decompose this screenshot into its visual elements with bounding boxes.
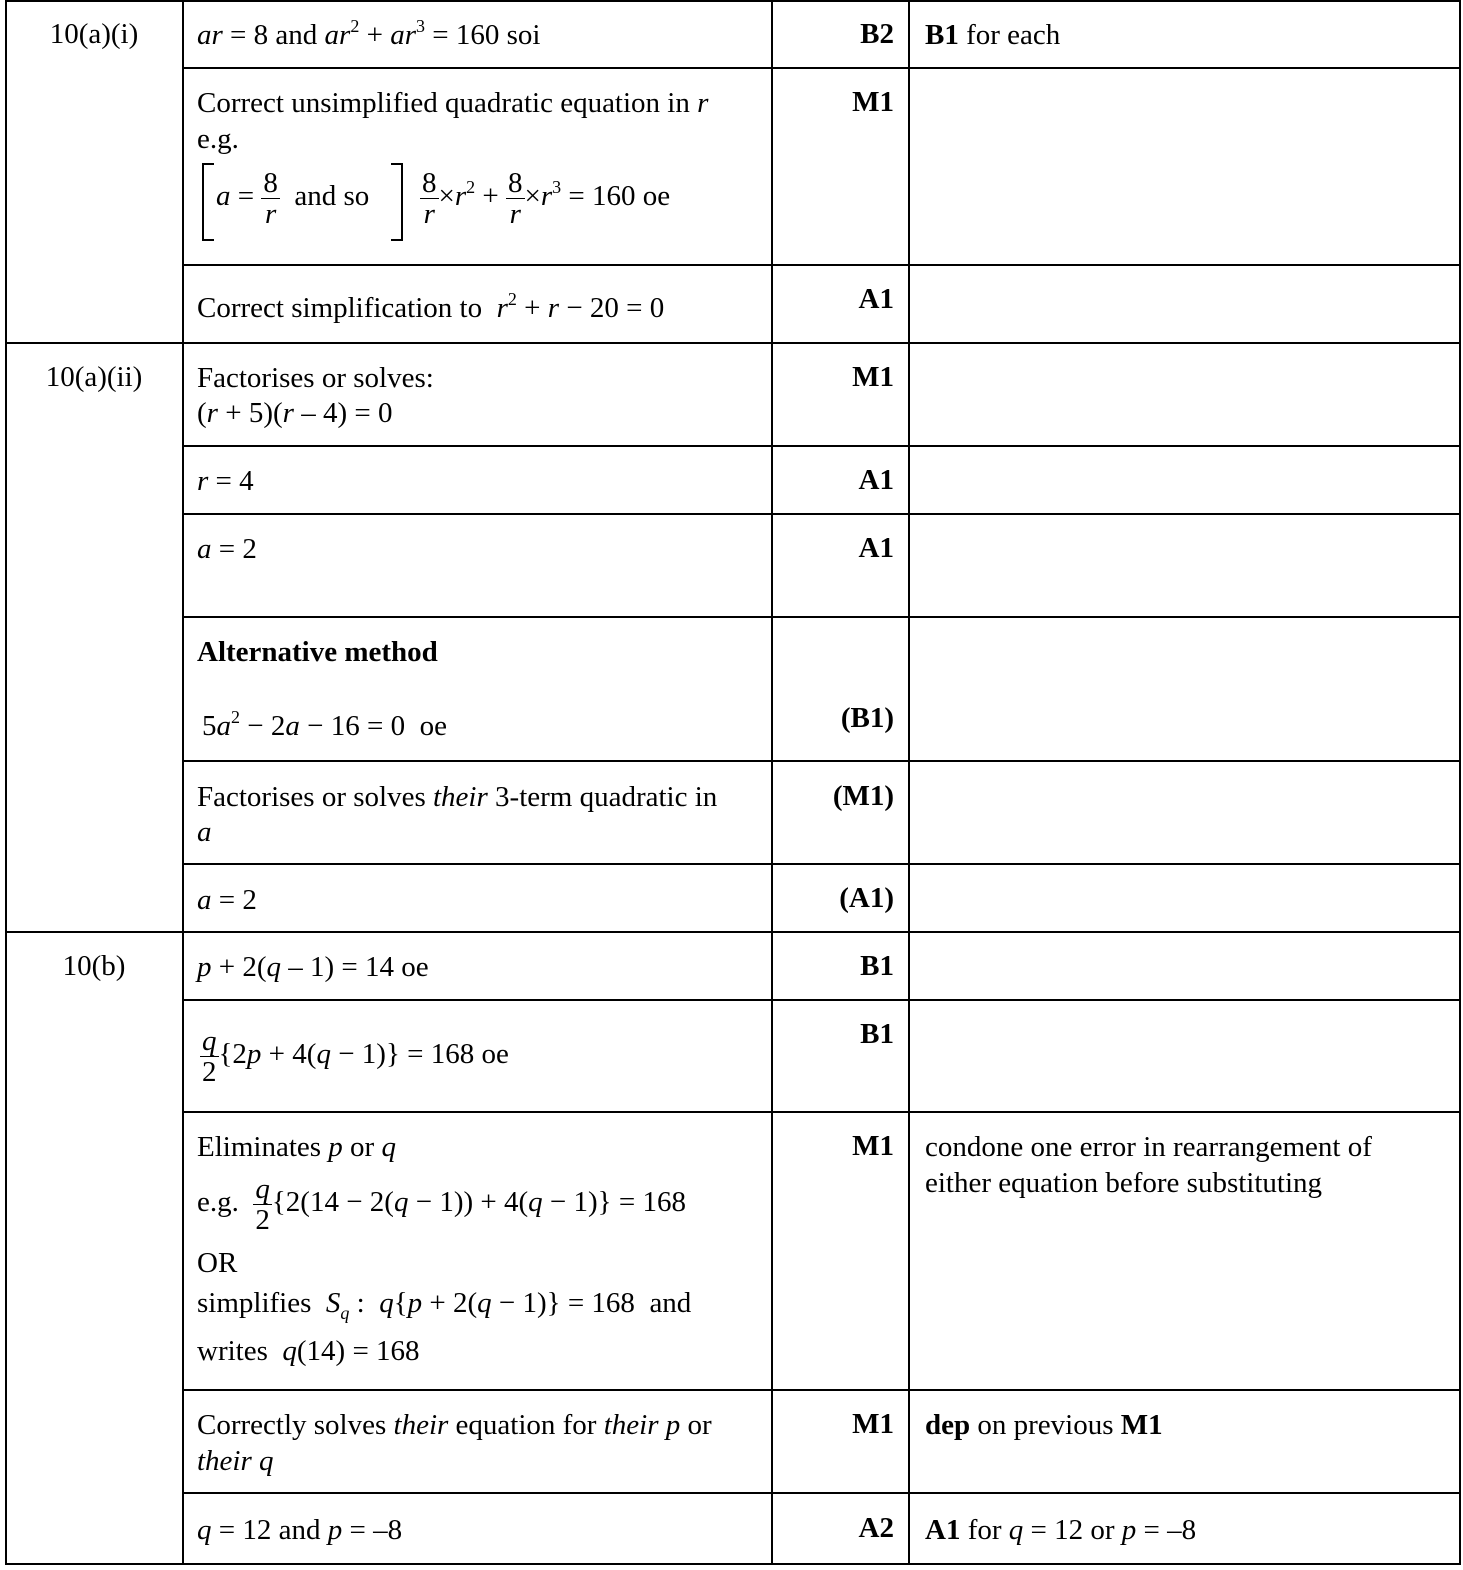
left-bracket	[202, 163, 214, 241]
alternative-method-heading: Alternative method	[197, 636, 438, 668]
mark-code: A2	[858, 1512, 894, 1544]
answer-text: writes q(14) = 168	[197, 1335, 420, 1367]
right-bracket	[391, 163, 403, 241]
eg-label: e.g.	[197, 1186, 239, 1219]
mark-code: A1	[858, 464, 894, 496]
answer-text: $5a^2 - 2a - 16 = 0$ oe	[202, 707, 447, 742]
column-divider	[182, 0, 184, 1565]
fraction: $\frac{8}{r}$	[422, 167, 437, 230]
row-divider	[183, 445, 1461, 447]
guidance-text: A1 for q = 12 or p = –8	[925, 1514, 1197, 1546]
mark-code: B2	[860, 18, 894, 50]
column-divider	[771, 0, 773, 1565]
table-border-right	[1459, 0, 1461, 1565]
question-label: 10(b)	[62, 950, 126, 982]
quadratic-equation: $\frac{8}{r}$ $\times r^2$ + $\frac{8}{r}$ $\times r^3 = 160$ oe	[422, 167, 671, 230]
guidance-bold: A1	[925, 1514, 961, 1546]
question-label: 10(a)(ii)	[45, 361, 143, 393]
quadratic-equation: a = $\frac{8}{r}$ and so	[216, 167, 370, 230]
answer-text: Correct unsimplified quadratic equation in r	[197, 87, 709, 119]
answer-fragment-italic: their	[433, 781, 488, 813]
answer-fragment: or	[350, 1131, 375, 1163]
row-divider	[183, 999, 1461, 1001]
row-divider	[183, 1111, 1461, 1113]
answer-fragment-italic: their p	[603, 1409, 681, 1441]
answer-fragment: Factorises or solves	[197, 781, 433, 813]
mark-code: (B1)	[840, 702, 894, 734]
answer-text: a = 2	[197, 533, 257, 565]
answer-fragment: simplifies	[197, 1287, 312, 1319]
mark-code: B1	[860, 950, 894, 982]
answer-text	[197, 1407, 712, 1443]
answer-text: p + 2(q – 1) = 14 oe	[197, 951, 429, 983]
answer-text: q = 12 and p = –8	[197, 1514, 403, 1546]
guidance-text	[925, 17, 1060, 53]
mark-code: (A1)	[839, 882, 894, 914]
answer-text: Eliminates p or q	[197, 1131, 396, 1163]
answer-fragment-italic: their q	[197, 1445, 274, 1477]
oe-label: oe	[481, 1038, 509, 1071]
guidance-rest: for each	[958, 19, 1061, 51]
guidance-text: condone one error in rearrangement of	[925, 1131, 1372, 1163]
answer-text	[197, 779, 717, 815]
question-divider	[5, 342, 1461, 344]
oe-label: oe	[642, 180, 671, 213]
substitution-equation: e.g. $\frac{q}{2}$ {2(14 − 2(q − 1)) + 4(q − 1)} = 168	[197, 1173, 686, 1236]
answer-fragment: Correctly solves	[197, 1409, 394, 1441]
sum-equation: $\frac{q}{2}$ {2p + 4(q − 1)} = 168 oe	[202, 1025, 509, 1088]
answer-fragment: or	[680, 1409, 712, 1441]
answer-text: OR	[197, 1247, 238, 1279]
answer-text: a = 2	[197, 884, 257, 916]
fraction: $\frac{q}{2}$	[255, 1173, 270, 1236]
row-divider	[183, 513, 1461, 515]
guidance-bold: M1	[1120, 1409, 1163, 1441]
answer-line: Correct unsimplified quadratic equation in	[197, 87, 690, 119]
table-border-bottom	[5, 1563, 1461, 1565]
answer-text: simplifies $S_q$ : q{p + 2(q − 1)} = 168 and	[197, 1287, 692, 1323]
table-border-top	[5, 0, 1461, 2]
answer-fragment: equation for	[448, 1409, 604, 1441]
soi-label: soi	[506, 19, 541, 51]
row-divider	[183, 1492, 1461, 1494]
mark-code: A1	[858, 283, 894, 315]
mark-code: M1	[852, 86, 894, 118]
answer-text: r = 4	[197, 465, 254, 497]
guidance-rest: on previous	[970, 1409, 1121, 1441]
answer-fragment: 3-term quadratic in	[487, 781, 718, 813]
answer-fragment: and	[649, 1287, 692, 1319]
row-divider	[183, 67, 1461, 69]
answer-fragment-italic: their	[393, 1409, 449, 1441]
answer-text	[197, 814, 212, 850]
column-divider	[908, 0, 910, 1565]
answer-line: Correct simplification to	[197, 292, 483, 324]
row-divider	[183, 264, 1461, 266]
answer-text: ar = 8 and $ar^2 + ar^3 = 160$ soi	[197, 16, 541, 51]
question-label: 10(a)(i)	[49, 18, 139, 50]
row-divider	[183, 616, 1461, 618]
row-divider	[183, 863, 1461, 865]
row-divider	[183, 760, 1461, 762]
mark-code: M1	[852, 361, 894, 393]
question-divider	[5, 931, 1461, 933]
answer-text: Correct simplification to $r^2 + r - 20 = 0$	[197, 289, 665, 324]
answer-text	[197, 1443, 274, 1479]
mark-code: A1	[858, 532, 894, 564]
row-divider	[183, 1389, 1461, 1391]
answer-fragment-italic: a	[197, 816, 212, 848]
fraction: $\frac{8}{r}$	[508, 167, 523, 230]
mark-code: (M1)	[832, 780, 894, 812]
oe-label: oe	[419, 710, 447, 742]
answer-text: e.g.	[197, 123, 239, 155]
guidance-bold: B1	[925, 19, 959, 51]
guidance-text	[925, 1407, 1163, 1443]
guidance-bold: dep	[925, 1409, 971, 1441]
mark-code: M1	[852, 1408, 894, 1440]
fraction: $\frac{q}{2}$	[202, 1025, 217, 1088]
answer-text: (r + 5)(r – 4) = 0	[197, 397, 393, 429]
answer-fragment: Eliminates	[197, 1131, 322, 1163]
mark-code: B1	[860, 1018, 894, 1050]
fraction: $\frac{8}{r}$	[263, 167, 278, 230]
answer-fragment: writes	[197, 1335, 268, 1367]
table-border-left	[5, 0, 7, 1565]
guidance-text: either equation before substituting	[925, 1167, 1323, 1199]
mark-code: M1	[852, 1130, 894, 1162]
answer-text: Factorises or solves:	[197, 362, 434, 394]
and-so-label: and so	[294, 180, 370, 213]
